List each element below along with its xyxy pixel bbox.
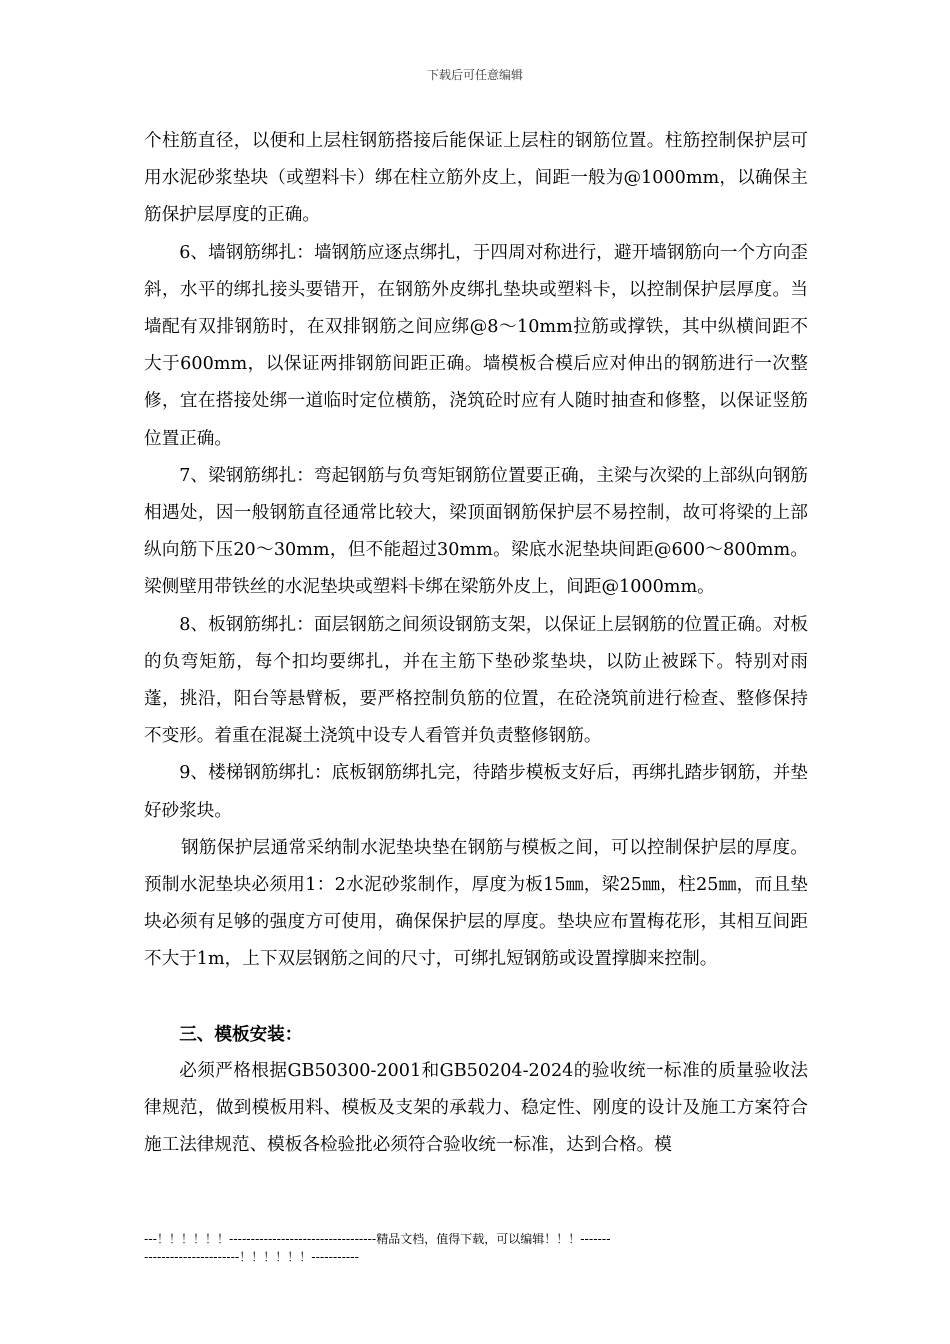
paragraph-stair-rebar: 9、楼梯钢筋绑扎：底板钢筋绑扎完，待踏步模板支好后，再绑扎踏步钢筋，并垫好砂浆块。 xyxy=(144,763,808,821)
page-header: 下载后可任意编辑 xyxy=(426,68,523,82)
section-spacer xyxy=(144,979,808,1016)
paragraph-beam-rebar: 7、梁钢筋绑扎：弯起钢筋与负弯矩钢筋位置要正确，主梁与次梁的上部纵向钢筋相遇处，因一般钢筋直径通常比较大，梁顶面钢筋保护层不易控制，故可将梁的上部纵向筋下压20～30mm，但不能超过30mm。梁底水泥垫块间距@600～800mm。梁侧壁用带铁丝的水泥垫块或塑料卡绑在梁筋外皮上，间距@1000mm。 xyxy=(144,465,808,598)
page-footer: ---！！！！！！----------------------------------精品文档，值得下载，可以编辑！！！-----------------------------！！！！！！----------- xyxy=(144,1232,611,1264)
paragraph-cover-layer: 钢筋保护层通常采纳制水泥垫块垫在钢筋与模板之间，可以控制保护层的厚度。预制水泥垫块必须用1：2水泥砂浆制作，厚度为板15㎜，梁25㎜，柱25㎜，而且垫块必须有足够的强度方可使用，确保保护层的厚度。垫块应布置梅花形，其相互间距不大于1m，上下双层钢筋之间的尺寸，可绑扎短钢筋或设置撑脚来控制。 xyxy=(144,837,808,970)
paragraph-column-rebar: 个柱筋直径，以便和上层柱钢筋搭接后能保证上层柱的钢筋位置。柱筋控制保护层可用水泥砂浆垫块（或塑料卡）绑在柱立筋外皮上，间距一般为@1000mm，以确保主筋保护层厚度的正确。 xyxy=(144,131,808,226)
paragraph-wall-rebar: 6、墙钢筋绑扎：墙钢筋应逐点绑扎，于四周对称进行，避开墙钢筋向一个方向歪斜，水平的绑扎接头要错开，在钢筋外皮绑扎垫块或塑料卡，以控制保护层厚度。当墙配有双排钢筋时，在双排钢筋之间应绑@8～10mm拉筋或撑铁，其中纵横间距不大于600mm，以保证两排钢筋间距正确。墙模板合模后应对伸出的钢筋进行一次整修，宜在搭接处绑一道临时定位横筋，浇筑砼时应有人随时抽查和修整，以保证竖筋位置正确。 xyxy=(144,242,808,449)
section-title-formwork: 三、模板安装： xyxy=(179,1023,303,1045)
paragraph-formwork: 必须严格根据GB50300-2001和GB50204-2024的验收统一标准的质量验收法律规范，做到模板用料、模板及支架的承载力、稳定性、刚度的设计及施工方案符合施工法律规范、模板各检验批必须符合验收统一标准，达到合格。模 xyxy=(144,1060,808,1156)
document-body xyxy=(144,123,808,1164)
paragraph-slab-rebar: 8、板钢筋绑扎：面层钢筋之间须设钢筋支架，以保证上层钢筋的位置正确。对板的负弯矩筋，每个扣均要绑扎，并在主筋下垫砂浆垫块，以防止被踩下。特别对雨蓬，挑沿，阳台等悬臂板，要严格控制负筋的位置，在砼浇筑前进行检查、整修保持不变形。着重在混凝土浇筑中设专人看管并负责整修钢筋。 xyxy=(144,614,808,747)
